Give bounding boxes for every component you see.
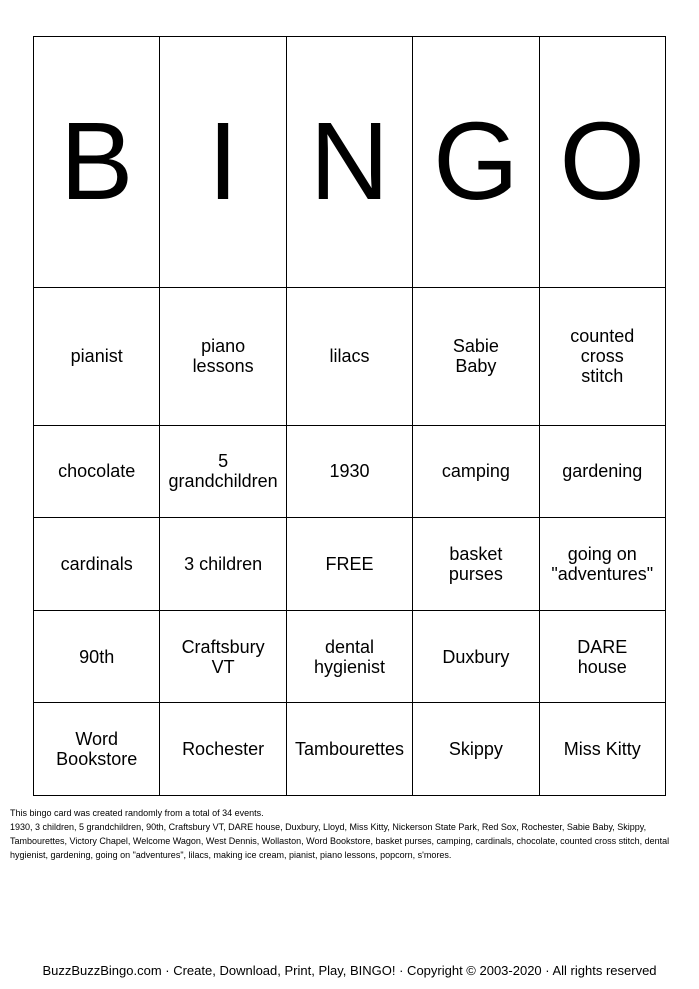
bingo-cell (160, 518, 286, 611)
card-info-summary: This bingo card was created randomly from a total of 34 events. (10, 808, 264, 818)
card-row-2 (34, 425, 666, 518)
cell-text: pianist (70, 346, 123, 367)
card-info-event-list: 1930, 3 children, 5 grandchildren, 90th, Craftsbury VT, DARE house, Duxbury, Lloyd, Miss Kitty, Nickerson State Park, Red Sox, Rochester, Sabie Baby, Skippy, Tambourettes, Victory Chapel, Welcome Wagon, West Dennis, Wollaston, Word Bookstore, basket purses, camping, cardinals, chocolate, counted cross stitch, dental hygienist, gardening, going on "adventures", lilacs, making ice cream, pianist, piano lessons, popcorn, s'mores. (10, 822, 670, 860)
bingo-cell (160, 610, 286, 703)
page-footer: BuzzBuzzBingo.com · Create, Download, Print, Play, BINGO! · Copyright © 2003-2020 · All rights reserved (42, 963, 657, 978)
header-letter-g: G (413, 37, 539, 288)
card-row-4 (34, 610, 666, 703)
bingo-cell (160, 703, 286, 796)
bingo-cell (34, 287, 160, 425)
cell-text: camping (441, 461, 510, 482)
free-space-cell (286, 518, 412, 611)
cell-text: Sabie Baby (452, 336, 499, 377)
bingo-cell (413, 287, 539, 425)
cell-text: cardinals (60, 553, 133, 574)
header-letter-i: I (160, 37, 286, 288)
bingo-cell (34, 518, 160, 611)
bingo-cell (286, 287, 412, 425)
cell-text: Word Bookstore (56, 729, 138, 770)
cell-text: 5 grandchildren (168, 451, 278, 492)
bingo-cell (539, 518, 665, 611)
header-letter-n: N (286, 37, 412, 288)
cell-text: 3 children (184, 553, 263, 574)
cell-text: piano lessons (192, 336, 254, 377)
bingo-cell (413, 425, 539, 518)
bingo-cell (539, 425, 665, 518)
bingo-cell (34, 703, 160, 796)
bingo-cell (413, 610, 539, 703)
bingo-cell (539, 287, 665, 425)
bingo-cell (286, 610, 412, 703)
bingo-cell (286, 703, 412, 796)
cell-text: gardening (562, 461, 643, 482)
header-letter-o: O (539, 37, 665, 288)
cell-text: Skippy (448, 739, 503, 760)
bingo-cell (539, 703, 665, 796)
cell-text: DARE house (577, 636, 628, 677)
bingo-cell (539, 610, 665, 703)
bingo-card (33, 36, 666, 796)
cell-text: basket purses (448, 543, 503, 584)
cell-text: lilacs (329, 346, 370, 367)
header-row (34, 37, 666, 288)
cell-text: Rochester (182, 739, 265, 760)
card-info (10, 806, 690, 862)
cell-text: dental hygienist (313, 636, 385, 677)
cell-text: Craftsbury VT (181, 636, 265, 677)
card-row-5 (34, 703, 666, 796)
bingo-cell (160, 287, 286, 425)
bingo-cell (160, 425, 286, 518)
bingo-cell (413, 703, 539, 796)
bingo-cell (413, 518, 539, 611)
cell-text: chocolate (58, 461, 136, 482)
card-row-3 (34, 518, 666, 611)
cell-text: Tambourettes (294, 739, 404, 760)
cell-text: Duxbury (442, 646, 510, 667)
bingo-cell (286, 425, 412, 518)
cell-text: going on "adventures" (551, 543, 654, 584)
cell-text: counted cross stitch (570, 326, 635, 387)
card-row-1 (34, 287, 666, 425)
free-space-text: FREE (325, 553, 374, 574)
bingo-cell (34, 610, 160, 703)
cell-text: 90th (79, 646, 115, 667)
cell-text: Miss Kitty (563, 739, 641, 760)
bingo-cell (34, 425, 160, 518)
header-letter-b: B (34, 37, 160, 288)
cell-text: 1930 (329, 461, 370, 482)
